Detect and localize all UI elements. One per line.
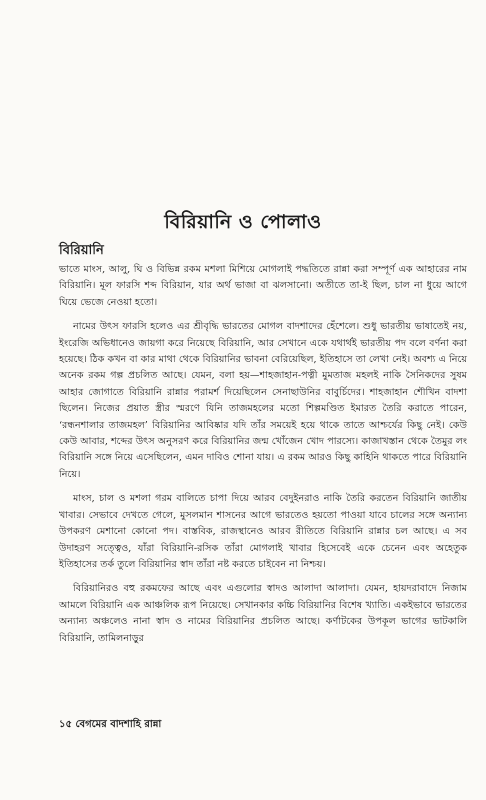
paragraph: নামের উৎস ফারসি হলেও এর শ্রীবৃদ্ধি ভারতের মোগল বাদশাদের হেঁশেলে। শুধু ভারতীয় ভাষাতেই নয়, ইংরেজি অভিধানেও জায়গা করে নিয়েছে বিরিয়ানি, আর সেখানে একে যথার্থই ভারতীয় পদ বলে বর্ণনা করা হয়েছে। ঠিক কখন বা কার মাথা থেকে বিরিয়ানির ভাবনা বেরিয়েছিল, ইতিহাসে তা লেখা নেই। অবশ্য এ নিয়ে অনেক রকম গল্প প্রচলিত আছে। যেমন, বলা হয়—শাহজাহান-পত্নী মুমতাজ মহলই নাকি সৈনিকদের সুষম আহার জোগাতে বিরিয়ানি রান্নার পরামর্শ দিয়েছিলেন সেনাছাউনির বাবুর্চিদের। শাহজাহান শৌখিন বাদশা ছিলেন। নিজের প্রয়াত স্ত্রীর স্মরণে যিনি তাজমহলের মতো শিল্পমণ্ডিত ইমারত তৈরি করাতে পারেন, ‘রন্ধনশালার তাজমহল’ বিরিয়ানির আবিষ্কার যদি তাঁর সময়েই হয়ে থাকে তাতে আশ্চর্যের কিছু নেই। কেউ কেউ আবার, শব্দের উৎস অনুসরণ করে বিরিয়ানির জন্ম খোঁজেন খোদ পারস্যে। কাজাখস্তান থেকে তৈমুর লং বিরিয়ানি সঙ্গে নিয়ে এসেছিলেন, এমন দাবিও শোনা যায়। এ রকম আরও কিছু কাহিনি থাকতে পারে বিরিয়ানি নিয়ে। [59,321,467,480]
chapter-title: বিরিয়ানি ও পোলাও [164,211,322,233]
page-footer: ১৫ বেগমের বাদশাহি রান্না [59,719,162,730]
paragraph: বিরিয়ানিরও বহু রকমফের আছে এবং এগুলোর স্বাদও আলাদা আলাদা। যেমন, হায়দরাবাদে নিজাম আমলে বিরিয়ানি এক আঞ্চলিক রূপ নিয়েছে। সেখানকার কচ্চি বিরিয়ানির বিশেষ খ্যাতি। একইভাবে ভারতের অন্যান্য অঞ্চলেও নানা স্বাদ ও নামের বিরিয়ানির প্রচলিত আছে। কর্ণাটকের উপকূল ভাগের ভাটকালি বিরিয়ানি, তামিলনাড়ুর [59,583,467,644]
section-heading: বিরিয়ানি [59,243,104,258]
paragraph: ভাতে মাংস, আলু, ঘি ও বিভিন্ন রকম মশলা মিশিয়ে মোগলাই পদ্ধতিতে রান্না করা সম্পূর্ণ এক আহারের নাম বিরিয়ানি। মূল ফারসি শব্দ বিরিয়ান, যার অর্থ ভাজা বা ঝলসানো। অতীতে তা-ই ছিল, চাল না ধুয়ে আগে ঘিয়ে ভেজে নেওয়া হতো। [59,264,467,308]
paragraph: মাংস, চাল ও মশলা গরম বালিতে চাপা দিয়ে আরব বেদুইনরাও নাকি তৈরি করতেন বিরিয়ানি জাতীয় খাবার। সেভাবে দেখতে গেলে, মুসলমান শাসনের আগে ভারতেও হয়তো পাওয়া যাবে চালের সঙ্গে অন্যান্য উপকরণ মেশানো কোনো পদ। বাস্তবিক, রাজস্থানেও আরব রীতিতে বিরিয়ানি রান্নার চল আছে। এ সব উদাহরণ সত্ত্বেও, যাঁরা বিরিয়ানি-রসিক তাঁরা মোগলাই খাবার হিসেবেই একে চেনেন এবং অহেতুক ইতিহাসের তর্ক তুলে বিরিয়ানির স্বাদ তাঁরা নষ্ট করতে চাইবেন না নিশ্চয়। [59,493,467,570]
body-text [59,262,467,655]
